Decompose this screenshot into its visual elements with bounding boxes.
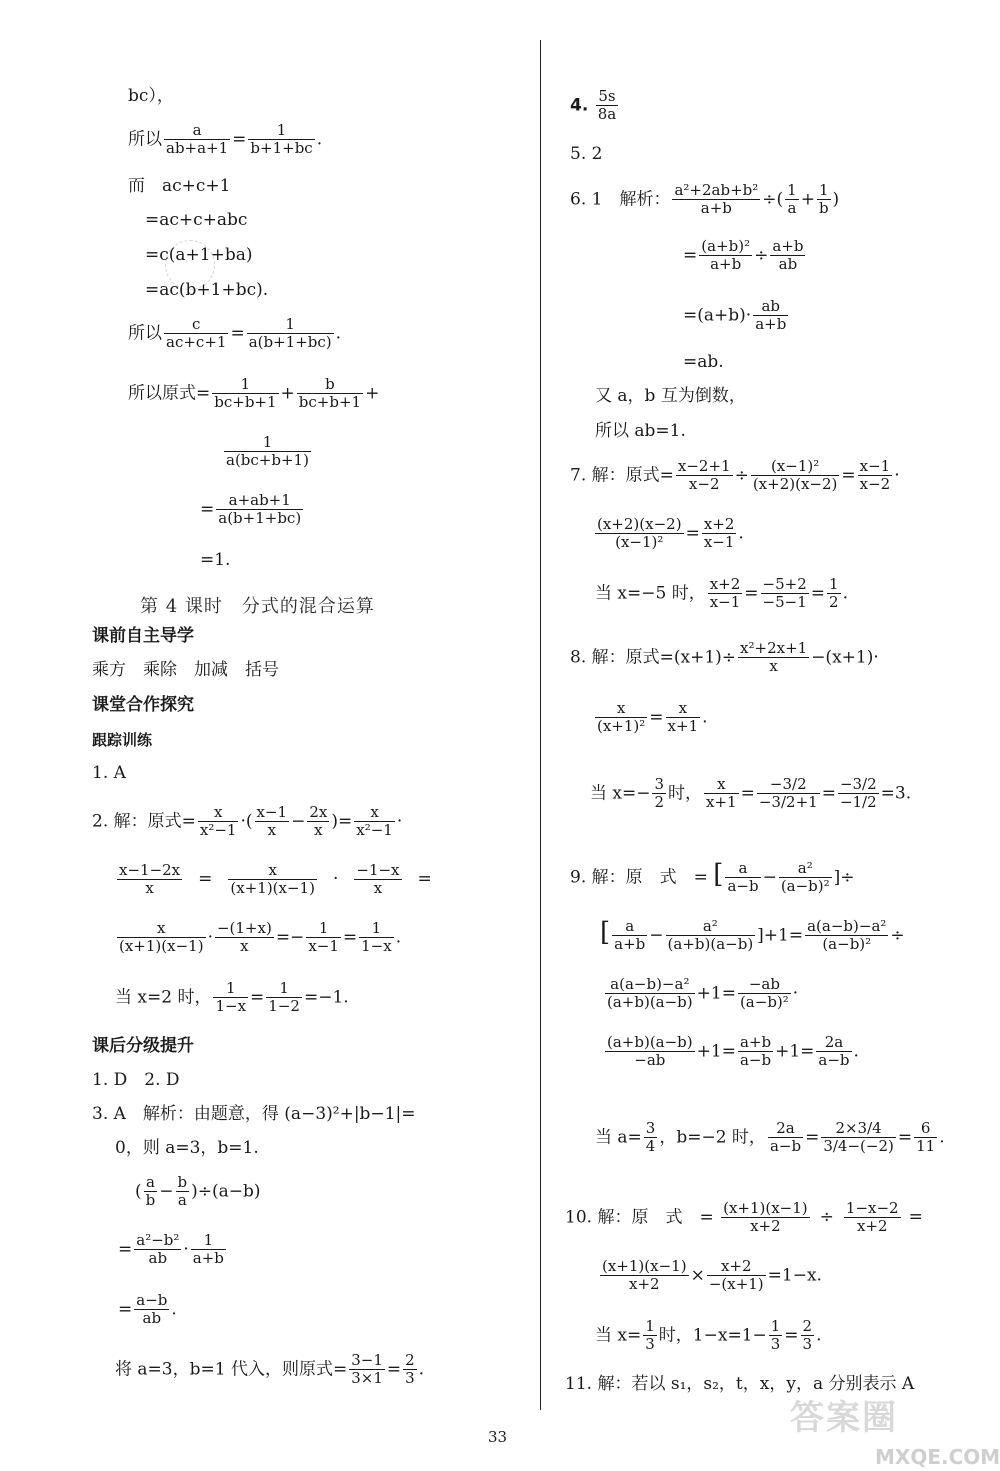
equation-line: $\frac{(x+2)(x-2)}{\text{(x−1)²}}$ = $\frac{x+2}{x-1}$ . — [597, 515, 744, 552]
fraction: $\frac{x}{\text{x²−1}}$ — [356, 803, 393, 840]
fraction: $\frac{1}{b+1+bc}$ — [250, 121, 313, 158]
text-line: =ab. — [683, 352, 724, 372]
equation-line: 9. 解：原 式 = [ $\frac{a}{a-b}$ − $\frac{\text{a²}}{\text{(a−b)²}}$ ]÷ — [570, 859, 855, 896]
fraction: $\frac{2}{3}$ — [802, 1317, 813, 1354]
equation-line: = $\frac{\text{a²−b²}}{ab}$ · $\frac{1}{a+b}$ — [118, 1231, 224, 1268]
fraction: $\frac{2x}{x}$ — [309, 803, 328, 840]
lesson-title: 第 4 课时 分式的混合运算 — [140, 596, 375, 617]
fraction: $\frac{(x+2)(x-2)}{\text{(x−1)²}}$ — [597, 515, 682, 552]
text-line: 0，则 a=3，b=1. — [115, 1138, 259, 1158]
fraction: $\frac{-1-x}{x}$ — [356, 861, 400, 898]
equation-line: $\frac{\text{a(a−b)−a²}}{(a+b)(a-b)}$ +1= $\frac{-ab}{\text{(a−b)²}}$ · — [607, 975, 799, 1012]
text-line: 又 a，b 互为倒数， — [595, 386, 746, 406]
fraction: $\frac{1}{bc+b+1}$ — [214, 375, 277, 412]
fraction: $\frac{b}{bc+b+1}$ — [298, 375, 362, 412]
fraction: $\frac{x}{x+1}$ — [667, 699, 699, 736]
equation-line: 当 x=−5 时， $\frac{x+2}{x-1}$ = $\frac{-5+2}{-5-1}$ = $\frac{1}{2}$ . — [595, 575, 848, 612]
fraction: $\frac{5s}{8a}$ — [597, 87, 617, 124]
watermark-logo: 答案圈 — [790, 1398, 898, 1438]
equation-line: 当 x= $\frac{1}{3}$ 时，1−x=1− $\frac{1}{3}$ = $\frac{2}{3}$ . — [595, 1317, 822, 1354]
equation-line — [222, 434, 313, 470]
text-line: 而 ac+c+1 — [128, 176, 231, 196]
page-number: 33 — [488, 1428, 508, 1446]
fraction: $\frac{(x+1)(x-1)}{x+2}$ — [602, 1257, 687, 1294]
fraction: $\frac{-(1+x)}{x}$ — [216, 919, 272, 956]
fraction: $\frac{b}{a}$ — [177, 1173, 188, 1210]
fraction: $\frac{x}{\text{x²−1}}$ — [199, 803, 237, 840]
equation-line: $\frac{x}{\text{(x+1)²}}$ = $\frac{x}{x+1}$ . — [597, 699, 708, 736]
text-line: =ac(b+1+bc). — [145, 280, 269, 300]
answer-line: 5. 2 — [570, 144, 603, 164]
fraction: $\frac{1}{b}$ — [818, 181, 829, 218]
fraction: $\frac{\text{a(a−b)−a²}}{(a+b)(a-b)}$ — [607, 975, 693, 1012]
section-heading: 课堂合作探究 — [92, 695, 194, 715]
fraction: $\frac{(x+1)(x-1)}{x+2}$ — [723, 1199, 808, 1236]
fraction: $\frac{3}{2}$ — [654, 775, 665, 812]
section-heading: 课后分级提升 — [92, 1036, 194, 1056]
fraction: $\frac{x+2}{x-1}$ — [703, 515, 735, 552]
fraction: $\frac{\text{a²+2ab+b²}}{a+b}$ — [674, 181, 759, 218]
equation-line: 4. $\frac{5s}{8a}$ — [570, 87, 617, 124]
equation-line: 8. 解：原式=(x+1)÷ $\frac{\text{x²+2x+1}}{x}$ −(x+1)· — [570, 639, 879, 676]
answer-line: 1. D 2. D — [92, 1070, 180, 1090]
fraction: $\frac{1}{a}$ — [787, 181, 797, 218]
fraction: $\frac{x-1}{x-2}$ — [859, 457, 891, 494]
fraction: $\frac{-ab}{\text{(a−b)²}}$ — [739, 975, 789, 1012]
column-divider — [540, 40, 541, 1410]
fraction: $\frac{a+b}{ab}$ — [772, 237, 804, 274]
equation-line: = $\frac{a+ab+1}{a(b+1+bc)}$ — [200, 491, 302, 528]
equation-line: $\frac{x}{(x+1)(x-1)}$ · $\frac{-(1+x)}{x}$ =− $\frac{1}{x-1}$ = $\frac{1}{1-x}$ . — [119, 919, 402, 956]
equation-line: 当 a= $\frac{3}{4}$ ，b=−2 时， $\frac{2a}{a-b}$ = $\frac{2\times 3/4}{3/4-(-2)}$ = $\frac{6}{11}$ . — [595, 1119, 945, 1156]
section-heading: 课前自主导学 — [92, 626, 194, 646]
equation-line: 10. 解：原 式 = $\frac{(x+1)(x-1)}{x+2}$ ÷ $\frac{1-x-2}{x+2}$ = — [565, 1199, 923, 1236]
equation-line: 当 x=− $\frac{3}{2}$ 时， $\frac{x}{x+1}$ = $\frac{-3/2}{-3/2+1}$ = $\frac{-3/2}{-1/2}$ =3. — [590, 775, 912, 812]
equation-line: 所以原式= $\frac{1}{bc+b+1}$ + $\frac{b}{bc+b+1}$ + — [128, 375, 380, 412]
sub-heading: 跟踪训练 — [92, 731, 153, 749]
fraction: $\frac{1}{a+b}$ — [192, 1231, 224, 1268]
fraction: $\frac{a}{b}$ — [145, 1173, 156, 1210]
equation-line: = $\frac{\text{(a+b)²}}{a+b}$ ÷ $\frac{a+b}{ab}$ — [683, 237, 804, 274]
equation-line: 所以 $\frac{a}{ab+a+1}$ = $\frac{1}{b+1+bc}$ . — [128, 121, 323, 158]
fraction: $\frac{\text{(a+b)²}}{a+b}$ — [701, 237, 751, 274]
text-line: 所以 ab=1. — [595, 421, 686, 441]
fraction: $\frac{c}{ac+c+1}$ — [166, 315, 227, 352]
fraction: $\frac{(a+b)(a-b)}{-ab}$ — [607, 1033, 693, 1070]
fraction: $\frac{a+b}{a-b}$ — [739, 1033, 772, 1070]
fraction: $\frac{2\times 3/4}{3/4-(-2)}$ — [823, 1119, 894, 1156]
answer-line: 1. A — [92, 763, 126, 783]
fraction: $\frac{1-x-2}{x+2}$ — [845, 1199, 899, 1236]
fraction: $\frac{x+2}{x-1}$ — [709, 575, 741, 612]
equation-line: =(a+b)· $\frac{ab}{a+b}$ — [683, 297, 787, 334]
fraction: $\frac{1}{3}$ — [645, 1317, 655, 1354]
fraction: $\frac{-3/2}{-3/2+1}$ — [758, 775, 818, 812]
fraction: $\frac{6}{11}$ — [916, 1119, 936, 1156]
fraction: $\frac{3}{4}$ — [645, 1119, 656, 1156]
fraction: $\frac{1}{1-2}$ — [268, 979, 300, 1016]
fraction: $\frac{1}{a(b+1+bc)}$ — [248, 315, 332, 352]
fraction: $\frac{x}{\text{(x+1)²}}$ — [597, 699, 646, 736]
fraction: $\frac{1}{2}$ — [829, 575, 839, 612]
keywords-line: 乘方 乘除 加减 括号 — [92, 660, 279, 680]
fraction: $\frac{x}{(x+1)(x-1)}$ — [119, 919, 204, 956]
fraction: $\frac{2a}{a-b}$ — [818, 1033, 850, 1070]
fraction: $\frac{2a}{a-b}$ — [769, 1119, 802, 1156]
equation-line: 7. 解：原式= $\frac{x-2+1}{x-2}$ ÷ $\frac{\text{(x−1)²}}{(x+2)(x-2)}$ = $\frac{x-1}{x-2}$ · — [570, 457, 900, 494]
fraction: $\frac{a}{ab+a+1}$ — [166, 121, 229, 158]
fraction: $\frac{x-2+1}{x-2}$ — [677, 457, 731, 494]
fraction: $\frac{\text{x²+2x+1}}{x}$ — [740, 639, 808, 676]
fraction: $\frac{a}{a+b}$ — [614, 917, 646, 954]
fraction: $\frac{1}{3}$ — [770, 1317, 781, 1354]
text-line: =ac+c+abc — [145, 210, 248, 230]
equation-line: $\frac{(a+b)(a-b)}{-ab}$ +1= $\frac{a+b}{a-b}$ +1= $\frac{2a}{a-b}$ . — [607, 1033, 859, 1070]
equation-line: 将 a=3，b=1 代入，则原式= $\frac{3-1}{3\times 1}$ = $\frac{2}{3}$ . — [115, 1351, 425, 1388]
fraction: $\frac{1}{1-x}$ — [215, 979, 247, 1016]
equation-line: ( $\frac{a}{b}$ − $\frac{b}{a}$ )÷(a−b) — [135, 1173, 261, 1210]
fraction: $\frac{a}{a-b}$ — [727, 859, 759, 896]
text-line: =1. — [200, 550, 231, 570]
fraction: $\frac{\text{a(a−b)−a²}}{\text{(a−b)²}}$ — [807, 917, 887, 954]
equation-line: 6. 1 解析： $\frac{\text{a²+2ab+b²}}{a+b}$ ÷( $\frac{1}{a}$ + $\frac{1}{b}$ ) — [570, 181, 840, 218]
fraction: $\frac{\text{a²}}{\text{(a−b)²}}$ — [780, 859, 830, 896]
fraction: $\frac{\text{(x−1)²}}{(x+2)(x-2)}$ — [752, 457, 838, 494]
fraction: $\frac{x+2}{-(x+1)}$ — [708, 1257, 764, 1294]
equation-line: $\frac{(x+1)(x-1)}{x+2}$ × $\frac{x+2}{-(x+1)}$ =1−x. — [602, 1257, 822, 1294]
text-line: 11. 解：若以 s₁，s₂，t，x，y，a 分别表示 A — [565, 1374, 915, 1394]
fraction: $\frac{\text{a²}}{(a+b)(a-b)}$ — [667, 917, 754, 954]
text: 所以 — [128, 129, 162, 150]
fraction: $\frac{-3/2}{-1/2}$ — [839, 775, 877, 812]
text-line: =c(a+1+ba) — [145, 245, 253, 265]
fraction: $\frac{1}{x-1}$ — [308, 919, 339, 956]
text-line: bc）， — [128, 86, 174, 106]
fraction: $\frac{x}{(x+1)(x-1)}$ — [230, 861, 315, 898]
equation-line: [ $\frac{a}{a+b}$ − $\frac{\text{a²}}{(a+b)(a-b)}$ ]+1= $\frac{\text{a(a−b)−a²}}{\text{(a−b)²}}$ ÷ — [600, 917, 905, 954]
equation-line: = $\frac{a-b}{ab}$ . — [118, 1291, 177, 1328]
fraction: $\frac{a+ab+1}{a(b+1+bc)}$ — [218, 491, 302, 528]
equation-line: 所以 $\frac{c}{ac+c+1}$ = $\frac{1}{a(b+1+bc)}$ . — [128, 315, 342, 352]
equation-line: $\frac{x-1-2x}{x}$ = $\frac{x}{(x+1)(x-1)}$ · $\frac{-1-x}{x}$ = — [119, 861, 432, 898]
fraction: $\frac{2}{3}$ — [405, 1351, 415, 1388]
fraction: $\frac{x}{x+1}$ — [706, 775, 737, 812]
fraction: $\frac{ab}{a+b}$ — [755, 297, 787, 334]
fraction: $\frac{\text{a²−b²}}{ab}$ — [136, 1231, 180, 1268]
fraction: $\frac{a-b}{ab}$ — [136, 1291, 168, 1328]
equation-line: 2. 解：原式= $\frac{x}{\text{x²−1}}$ ·( $\frac{x-1}{x}$ − $\frac{2x}{x}$ )= $\frac{x}{\text{x²−1}}$ · — [92, 803, 403, 840]
fraction: $\frac{x-1}{x}$ — [256, 803, 288, 840]
fraction: $\frac{-5+2}{-5-1}$ — [762, 575, 807, 612]
fraction: $\frac{1}{1-x}$ — [361, 919, 392, 956]
fraction: $\frac{3-1}{3\times 1}$ — [351, 1351, 383, 1388]
fraction: $\frac{1}{a(bc+b+1)}$ — [226, 433, 309, 470]
fraction: $\frac{x-1-2x}{x}$ — [119, 861, 181, 898]
watermark-url: MXQE.COM — [875, 1445, 1000, 1469]
text-line: 3. A 解析：由题意，得 (a−3)²+|b−1|= — [92, 1104, 416, 1124]
equation-line: 当 x=2 时， $\frac{1}{1-x}$ = $\frac{1}{1-2}$ =−1. — [115, 979, 349, 1016]
